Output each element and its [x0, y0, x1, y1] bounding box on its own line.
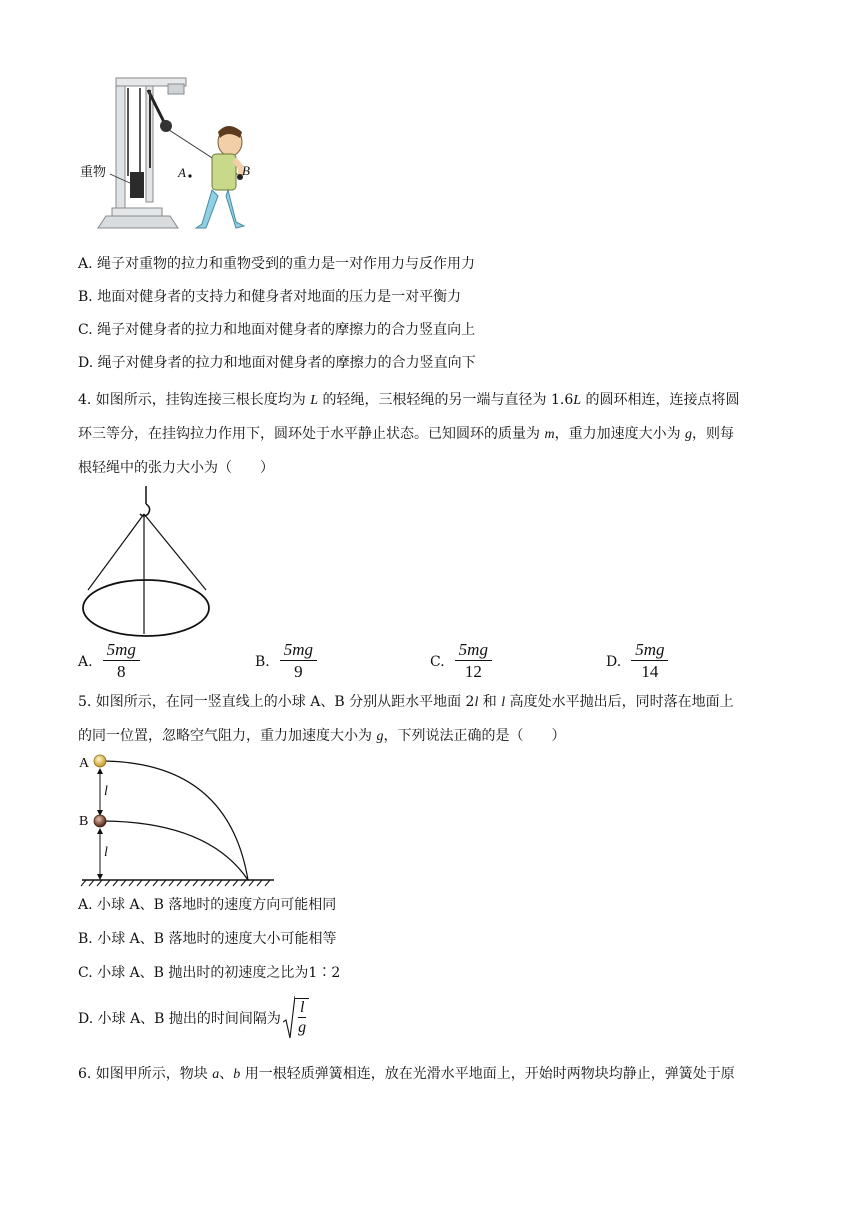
q5-stem-line-1 [78, 692, 734, 713]
q5-figure-label-a: A [79, 756, 90, 771]
fraction-denominator: 8 [116, 662, 126, 681]
q4-text: 环三等分，在挂钩拉力作用下，圆环处于水平静止状态。已知圆环的质量为 [78, 426, 540, 442]
option-label: C. [430, 653, 445, 670]
square-root-radicand [295, 998, 309, 1038]
fraction [631, 640, 668, 683]
q4-text: 的圆环相连，连接点将圆 [585, 392, 740, 408]
option-label: B. [255, 653, 270, 670]
q5-figure [78, 752, 278, 888]
q5-figure-length-1: l [104, 784, 108, 799]
q4-text: ，重力加速度大小为 [554, 426, 681, 442]
option-label: A. [78, 653, 93, 670]
q3-option-a: A. 绳子对重物的拉力和重物受到的重力是一对作用力与反作用力 [78, 256, 476, 272]
q5-text: ，下列说法正确的是（ ） [383, 728, 566, 744]
option-label: D. [606, 653, 622, 670]
q4-text: 的轻绳，三根轻绳的另一端与直径为 [322, 392, 547, 408]
q3-figure [78, 76, 268, 236]
q5-var-g: g [376, 729, 384, 744]
q4-stem-line-2 [78, 424, 734, 445]
q4-var-m: m [544, 427, 555, 442]
q4-figure [78, 486, 218, 638]
q4-option-c [430, 640, 492, 683]
q4-var-l: L [573, 393, 582, 408]
q4-var-l: L [310, 393, 319, 408]
q6-var-b: b [233, 1067, 241, 1082]
fraction-numerator: 5mg [455, 640, 492, 661]
radicand-denominator: g [298, 1019, 307, 1036]
q3-option-d: D. 绳子对健身者的拉力和地面对健身者的摩擦力的合力竖直向下 [78, 355, 476, 371]
q6-text: 6. 如图甲所示，物块 [78, 1066, 213, 1082]
square-root [283, 996, 309, 1040]
q4-stem-line-1 [78, 390, 739, 411]
q5-text: 5. 如图所示，在同一竖直线上的小球 A、B 分别从距水平地面 2 [78, 694, 475, 710]
fraction-numerator: 5mg [631, 640, 668, 661]
fraction-numerator: 5mg [280, 640, 317, 661]
q5-option-c: C. 小球 A、B 抛出时的初速度之比为1∶2 [78, 965, 341, 981]
q6-stem-line-1 [78, 1064, 735, 1085]
q5-option-a: A. 小球 A、B 落地时的速度方向可能相同 [78, 897, 337, 913]
option-text: D. 小球 A、B 抛出的时间间隔为 [78, 1011, 281, 1027]
q3-option-b: B. 地面对健身者的支持力和健身者对地面的压力是一对平衡力 [78, 289, 462, 305]
q5-var-l: l [501, 695, 506, 710]
fraction [455, 640, 492, 683]
q6-var-a: a [212, 1067, 220, 1082]
fraction [280, 640, 317, 683]
q5-text: 和 [478, 694, 502, 710]
fraction-numerator: 5mg [103, 640, 140, 661]
q5-option-b: B. 小球 A、B 落地时的速度大小可能相等 [78, 931, 337, 947]
q3-figure-label: 重物 [80, 165, 107, 180]
q3-option-c: C. 绳子对健身者的拉力和地面对健身者的摩擦力的合力竖直向上 [78, 322, 476, 338]
q6-text: 用一根轻质弹簧相连，放在光滑水平地面上，开始时两物块均静止，弹簧处于原 [240, 1066, 735, 1082]
q5-var-l: l [474, 695, 479, 710]
fraction [103, 640, 140, 683]
fraction-denominator: 14 [641, 662, 659, 681]
q4-option-a [78, 640, 140, 683]
q5-option-d [78, 996, 309, 1040]
q4-var-g: g [685, 427, 693, 442]
q4-text: ，则每 [692, 426, 735, 442]
q5-stem-line-2 [78, 726, 565, 747]
fraction-denominator: 12 [464, 662, 482, 681]
q4-number: 1.6 [550, 392, 574, 408]
q4-text: 4. 如图所示，挂钩连接三根长度均为 [78, 392, 306, 408]
q5-text: 高度处水平抛出后，同时落在地面上 [505, 694, 734, 710]
q5-figure-label-b: B [79, 814, 89, 829]
q4-option-d [606, 640, 668, 683]
q4-option-b [255, 640, 317, 683]
q5-figure-length-2: l [104, 845, 108, 860]
q3-point-b: B [242, 163, 250, 178]
q4-stem-line-3: 根轻绳中的张力大小为（ ） [78, 460, 274, 476]
q6-text: 、 [219, 1066, 234, 1082]
q5-text: 的同一位置，忽略空气阻力，重力加速度大小为 [78, 728, 377, 744]
fraction-denominator: 9 [294, 662, 303, 681]
radicand-numerator: l [299, 999, 305, 1016]
q3-point-a: A [178, 165, 186, 180]
